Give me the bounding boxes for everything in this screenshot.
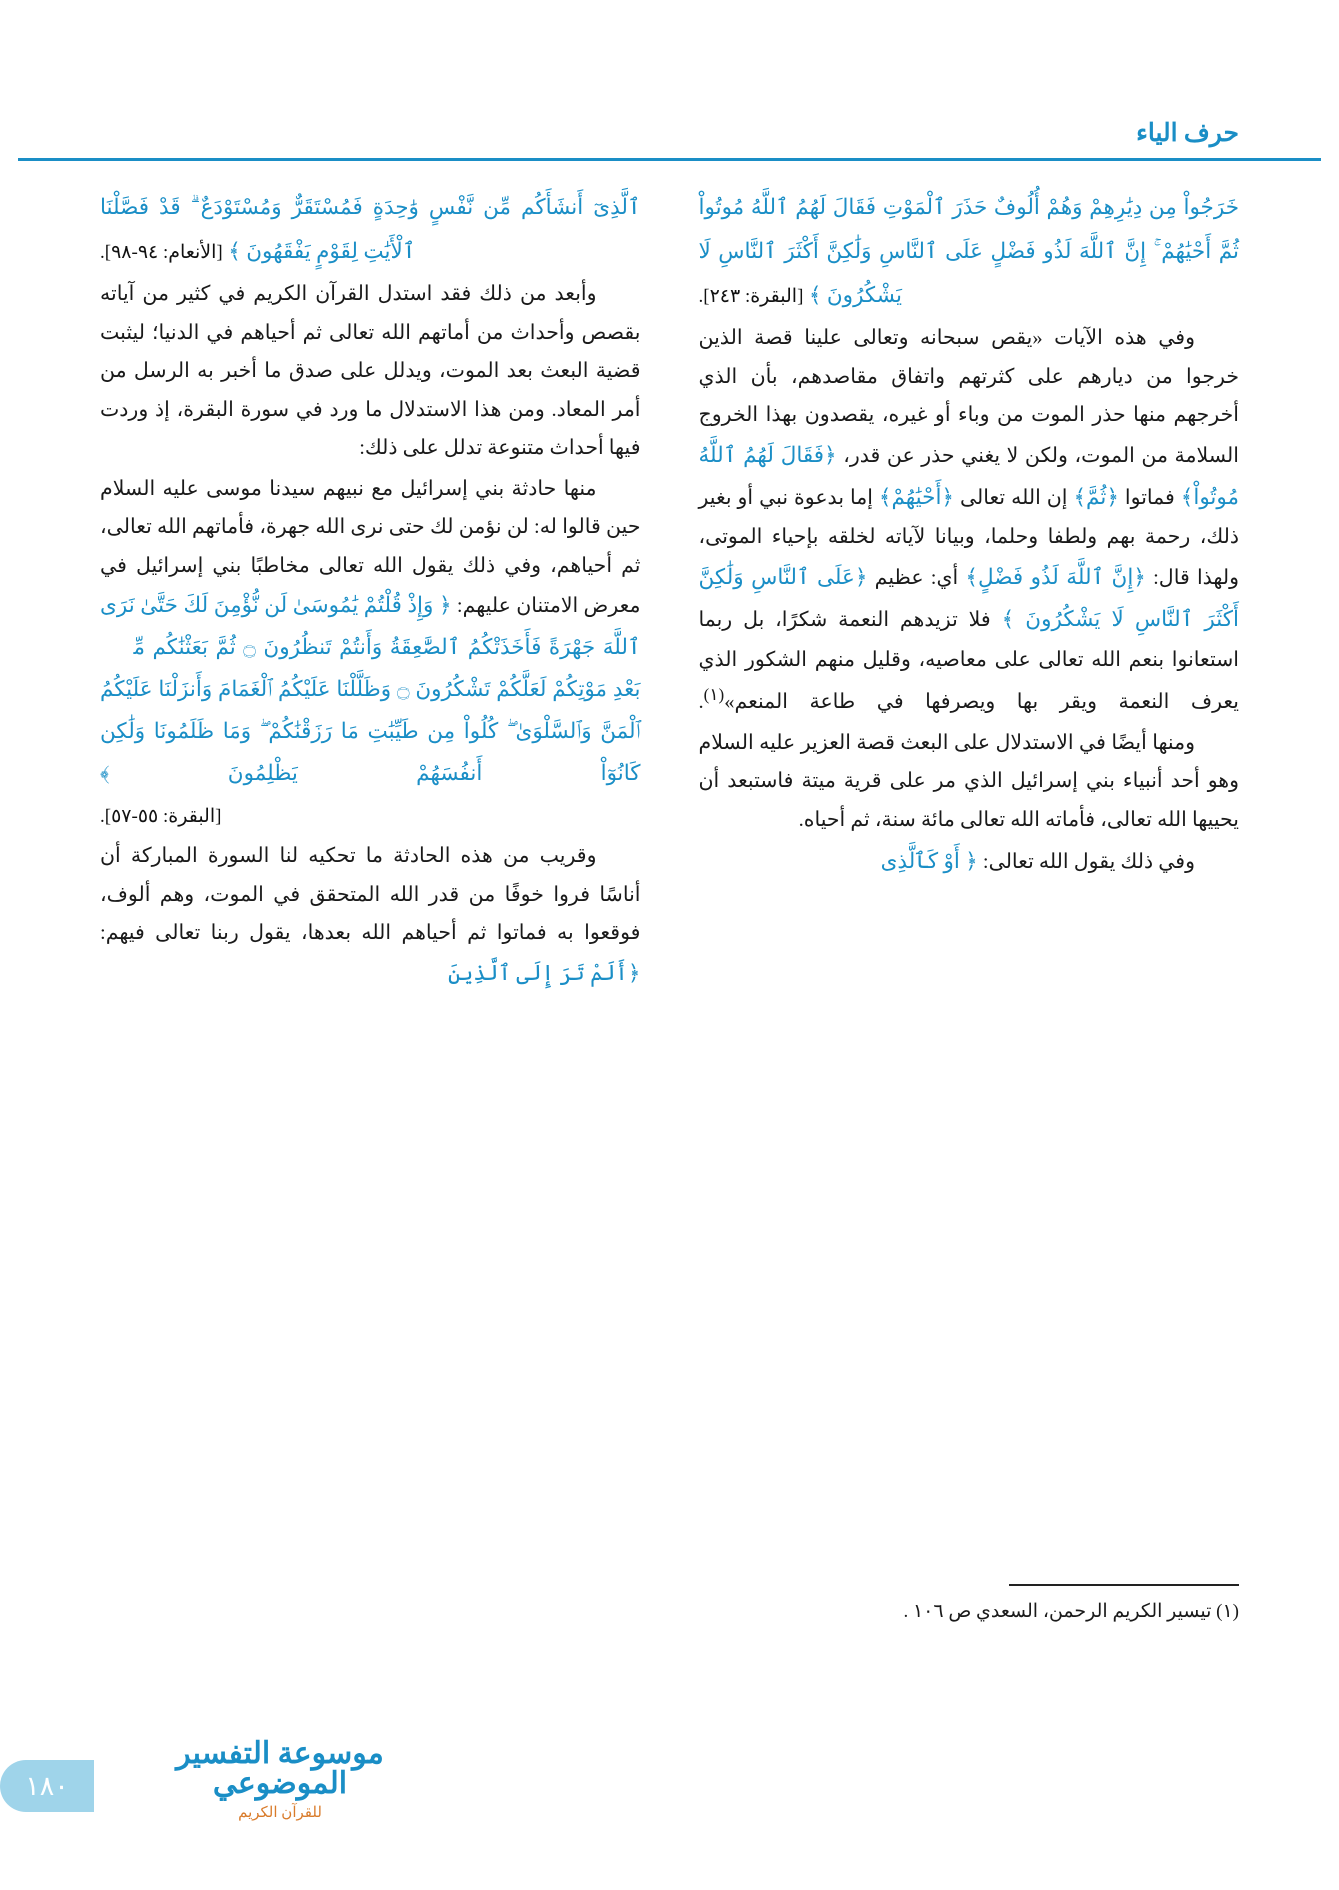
paragraph-text: فماتوا — [1124, 486, 1175, 509]
inline-quran-3: ﴿أَحْيَٰهُمْ﴾ — [878, 484, 955, 509]
publisher-logo — [130, 1739, 430, 1822]
paragraph-intro-2 — [100, 470, 641, 795]
quran-text: خَرَجُواْ مِن دِيَٰرِهِمْ وَهُمْ أُلُوفٌ حَذَرَ ٱلْمَوْتِ فَقَالَ لَهُمُ ٱللَّهُ مُوتُواْ ثُمَّ أَحْيَٰهُمْ ۚ إِنَّ ٱللَّهَ لَذُو فَضْلٍ عَلَى ٱلنَّاسِ وَلَٰكِنَّ أَكْثَرَ ٱلنَّاسِ لَا يَشْكُرُونَ ﴾ — [698, 195, 1239, 307]
paragraph-intro-1: وأبعد من ذلك فقد استدل القرآن الكريم في كثير من آياته بقصص وأحداث من أماتهم الله تعالى ثم أحياهم في الدنيا؛ ليثبت قضية البعث بعد الموت، ويدلل على صدق ما أخبر به الرسل من أمر المعاد. ومن هذا الاستدلال ما ورد في سورة البقرة، إذ وردت فيها أحداث متنوعة تدلل على ذلك: — [100, 283, 641, 460]
footnote-text: تيسير الكريم الرحمن، السعدي ص ١٠٦ . — [903, 1600, 1212, 1622]
logo-sub-text: للقرآن الكريم — [238, 1805, 322, 1821]
paragraph-text: إن الله تعالى — [959, 486, 1068, 509]
left-text-column — [100, 185, 641, 1505]
paragraph-text: أي: عظيم — [874, 566, 959, 589]
right-text-column — [699, 185, 1240, 1505]
paragraph-intro-3 — [100, 837, 641, 995]
paragraph-text: وفي هذه الآيات «يقص سبحانه وتعالى علينا قصة الذين خرجوا من ديارهم على كثرتهم واتفاق مقاصدهم، بأن الذي أخرجهم منها حذر الموت من وباء أو غيره، يقصدون بهذا الخروج السلامة من الموت، ولكن لا يغني حذر عن قدر، — [698, 327, 1239, 467]
paragraph-text: وفي ذلك يقول الله تعالى: — [982, 851, 1195, 874]
page-number-badge: ١٨٠ — [0, 1760, 94, 1812]
inline-quran-baqarah-243-start: ﴿أَلَمْ تَرَ إِلَى ٱلَّذِينَ — [448, 960, 641, 985]
paragraph-text: وقريب من هذه الحادثة ما تحكيه لنا السورة المباركة أن أناسًا فروا خوفًا من قدر الله المتحقق في الموت، وهم ألوف، فوقعوا به فماتوا ثم أحياهم الله بعدها، يقول ربنا تعالى فيهم: — [100, 845, 641, 945]
paragraph-commentary-2: ومنها أيضًا في الاستدلال على البعث قصة العزير عليه السلام وهو أحد أنبياء بني إسرائيل الذي مر على قرية ميتة فاستبعد أن يحييها الله تعالى، فأماته الله تعالى مائة سنة، ثم أحياه. — [698, 731, 1239, 831]
verse-reference: [الأنعام: ٩٤-٩٨]. — [100, 242, 223, 263]
two-column-body — [100, 185, 1239, 1505]
paragraph-text: . — [698, 691, 704, 714]
paragraph-commentary-1 — [699, 319, 1240, 722]
verse-reference: [البقرة: ٢٤٣]. — [698, 286, 804, 307]
inline-quran-1: ﴿فَقَالَ لَهُمُ ٱللَّهُ مُوتُواْ﴾ — [698, 442, 1240, 509]
quran-verse-baqarah-243 — [699, 185, 1240, 317]
paragraph-text: منها حادثة بني إسرائيل مع نبيهم سيدنا موسى عليه السلام حين قالوا له: لن نؤمن لك حتى نرى الله جهرة، فأماتهم الله تعالى، ثم أحياهم، وفي ذلك يقول الله تعالى مخاطبًا بني إسرائيل في معرض الامتنان عليهم: — [100, 477, 641, 618]
page-footer — [0, 1690, 1339, 1890]
footnote-divider — [1009, 1584, 1239, 1586]
inline-quran-4: ﴿إِنَّ ٱللَّهَ لَذُو فَضْلٍ﴾ — [965, 564, 1146, 589]
page-header-title: حرف الياء — [1136, 120, 1239, 147]
paragraph-text: إما بدعوة نبي أو بغير ذلك، رحمة بهم ولطفا وحلما، وبيانا لآياته لخلقه بإحياء الموتى، ولهذا قال: — [698, 486, 1239, 589]
verse-reference: [البقرة: ٥٥-٥٧]. — [100, 805, 222, 827]
paragraph-commentary-3 — [699, 841, 1240, 883]
inline-quran-6: ﴿ أَوْ كَٱلَّذِى — [880, 849, 978, 874]
paragraph-text: فلا تزيدهم النعمة شكرًا، بل ربما استعانوا بنعم الله تعالى على معاصيه، وقليل منهم الشكور الذي يعرف النعمة ويقر بها ويصرفها في طاعة المنعم» — [698, 608, 1239, 714]
logo-main-text: موسوعة التفسير الموضوعي — [176, 1737, 384, 1800]
inline-quran-baqarah-55: ﴿ وَإِذْ قُلْتُمْ يَٰمُوسَىٰ لَن نُّؤْمِنَ لَكَ حَتَّىٰ نَرَى ٱللَّهَ جَهْرَةً فَأَخَذَتْكُمُ ٱلصَّٰعِقَةُ وَأَنتُمْ تَنظُرُونَ ۝ ثُمَّ بَعَثْنَٰكُم مِّنۢ بَعْدِ مَوْتِكُمْ لَعَلَّكُمْ تَشْكُرُونَ ۝ وَظَلَّلْنَا عَلَيْكُمُ ٱلْغَمَامَ وَأَنزَلْنَا عَلَيْكُمُ ٱلْمَنَّ وَٱلسَّلْوَىٰ ۖ كُلُواْ مِن طَيِّبَٰتِ مَا رَزَقْنَٰكُمْ ۖ وَمَا ظَلَمُونَا وَلَٰكِن كَانُوٓاْ أَنفُسَهُمْ يَظْلِمُونَ ﴾ — [100, 593, 641, 785]
inline-quran-5: ﴿عَلَى ٱلنَّاسِ وَلَٰكِنَّ أَكْثَرَ ٱلنَّاسِ لَا يَشْكُرُونَ ﴾ — [698, 564, 1239, 631]
footnote-marker: (١) — [1216, 1600, 1239, 1622]
footnote-area — [672, 1584, 1239, 1628]
inline-quran-2: ﴿ثُمَّ﴾ — [1073, 484, 1119, 509]
footnote-1 — [672, 1596, 1239, 1628]
footnote-marker: (١) — [703, 685, 725, 705]
header-divider — [18, 158, 1321, 161]
verse-reference-line — [100, 797, 641, 836]
quran-text: ٱلَّذِىٓ أَنشَأَكُم مِّن نَّفْسٍ وَٰحِدَةٍ فَمُسْتَقَرٌّ وَمُسْتَوْدَعٌ ۗ قَدْ فَصَّلْنَا ٱلْأَيَٰتِ لِقَوْمٍ يَفْقَهُونَ ﴾ — [100, 195, 641, 263]
quran-verse-anam-98 — [100, 185, 641, 273]
page-header — [0, 118, 1339, 178]
